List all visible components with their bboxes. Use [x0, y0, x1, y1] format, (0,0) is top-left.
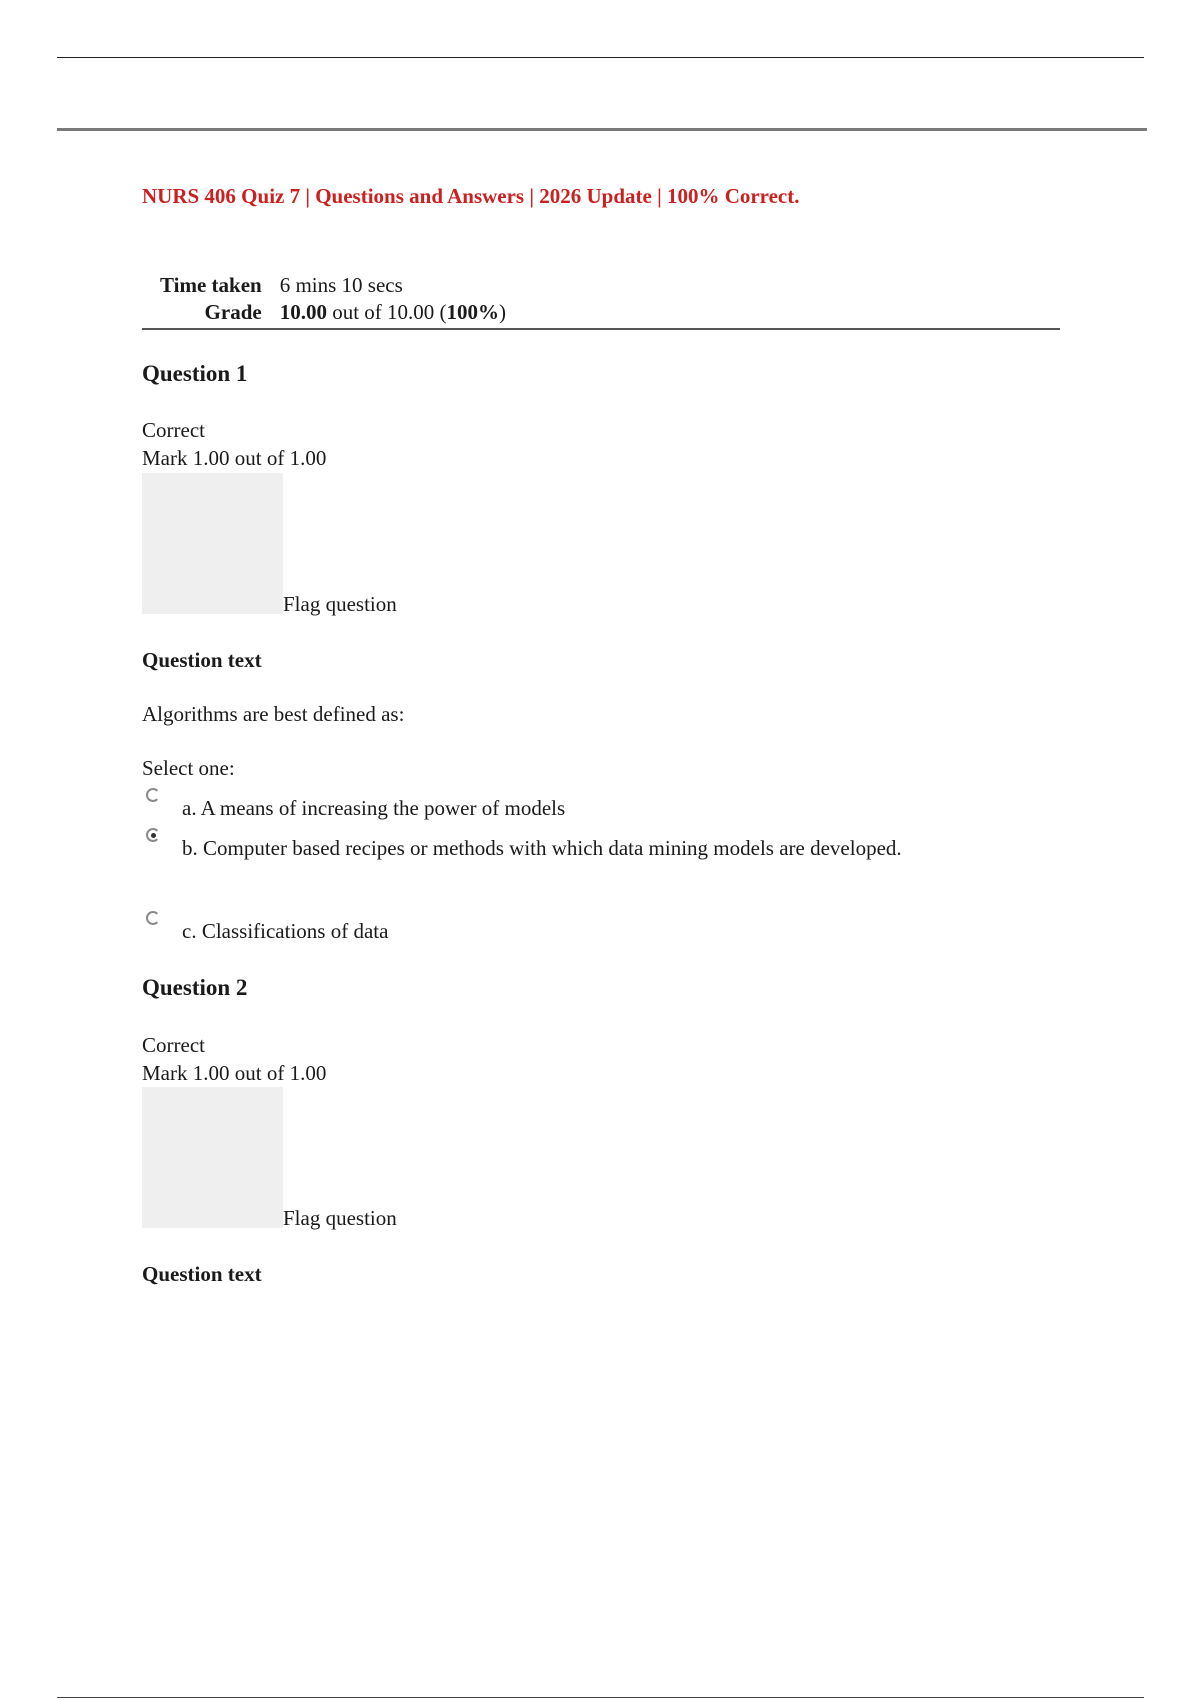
- question-1-status: [142, 416, 326, 472]
- grade-end: ): [499, 300, 507, 324]
- document-title: NURS 406 Quiz 7 | Questions and Answers | 2026 Update | 100% Correct.: [142, 184, 800, 208]
- footer-rule: [57, 1697, 1144, 1698]
- time-taken-row: [142, 272, 506, 299]
- question-1-heading: Question 1: [142, 361, 248, 386]
- question-1-prompt: Select one:: [142, 756, 235, 780]
- question-1-text-heading: Question text: [142, 648, 262, 672]
- header-rule: [57, 128, 1147, 131]
- question-2-mark: Mark 1.00 out of 1.00: [142, 1061, 327, 1085]
- question-2-flag-image[interactable]: [142, 1087, 283, 1228]
- grade-label: Grade: [204, 300, 262, 324]
- question-2-text-heading: Question text: [142, 1262, 262, 1286]
- grade-middle: out of 10.00 (: [326, 300, 447, 324]
- option-label: b. Computer based recipes or methods with which data mining models are developed.: [182, 836, 902, 860]
- question-2-heading: Question 2: [142, 975, 248, 1000]
- question-1-flag-image[interactable]: [142, 473, 283, 614]
- question-2-flag-link[interactable]: Flag question: [283, 1206, 397, 1230]
- grade-value: [280, 299, 506, 326]
- grade-percent: 100%: [446, 300, 500, 324]
- radio-unchecked-icon[interactable]: [146, 911, 160, 925]
- time-taken-label: Time taken: [160, 273, 262, 297]
- top-rule: [57, 57, 1144, 58]
- quiz-summary: [142, 272, 1060, 330]
- radio-unchecked-icon[interactable]: [146, 788, 160, 802]
- question-1-text: Algorithms are best defined as:: [142, 702, 405, 726]
- question-1-mark: Mark 1.00 out of 1.00: [142, 446, 327, 470]
- question-1-state: Correct: [142, 418, 205, 442]
- grade-row: [142, 299, 506, 326]
- grade-score: 10.00: [279, 300, 327, 324]
- option-label: c. Classifications of data: [182, 919, 389, 943]
- question-2-state: Correct: [142, 1033, 205, 1057]
- radio-checked-icon[interactable]: [146, 828, 160, 842]
- time-taken-value: 6 mins 10 secs: [279, 273, 403, 297]
- question-1-flag-link[interactable]: Flag question: [283, 592, 397, 616]
- question-2-status: [142, 1031, 326, 1087]
- option-label: a. A means of increasing the power of models: [182, 796, 566, 820]
